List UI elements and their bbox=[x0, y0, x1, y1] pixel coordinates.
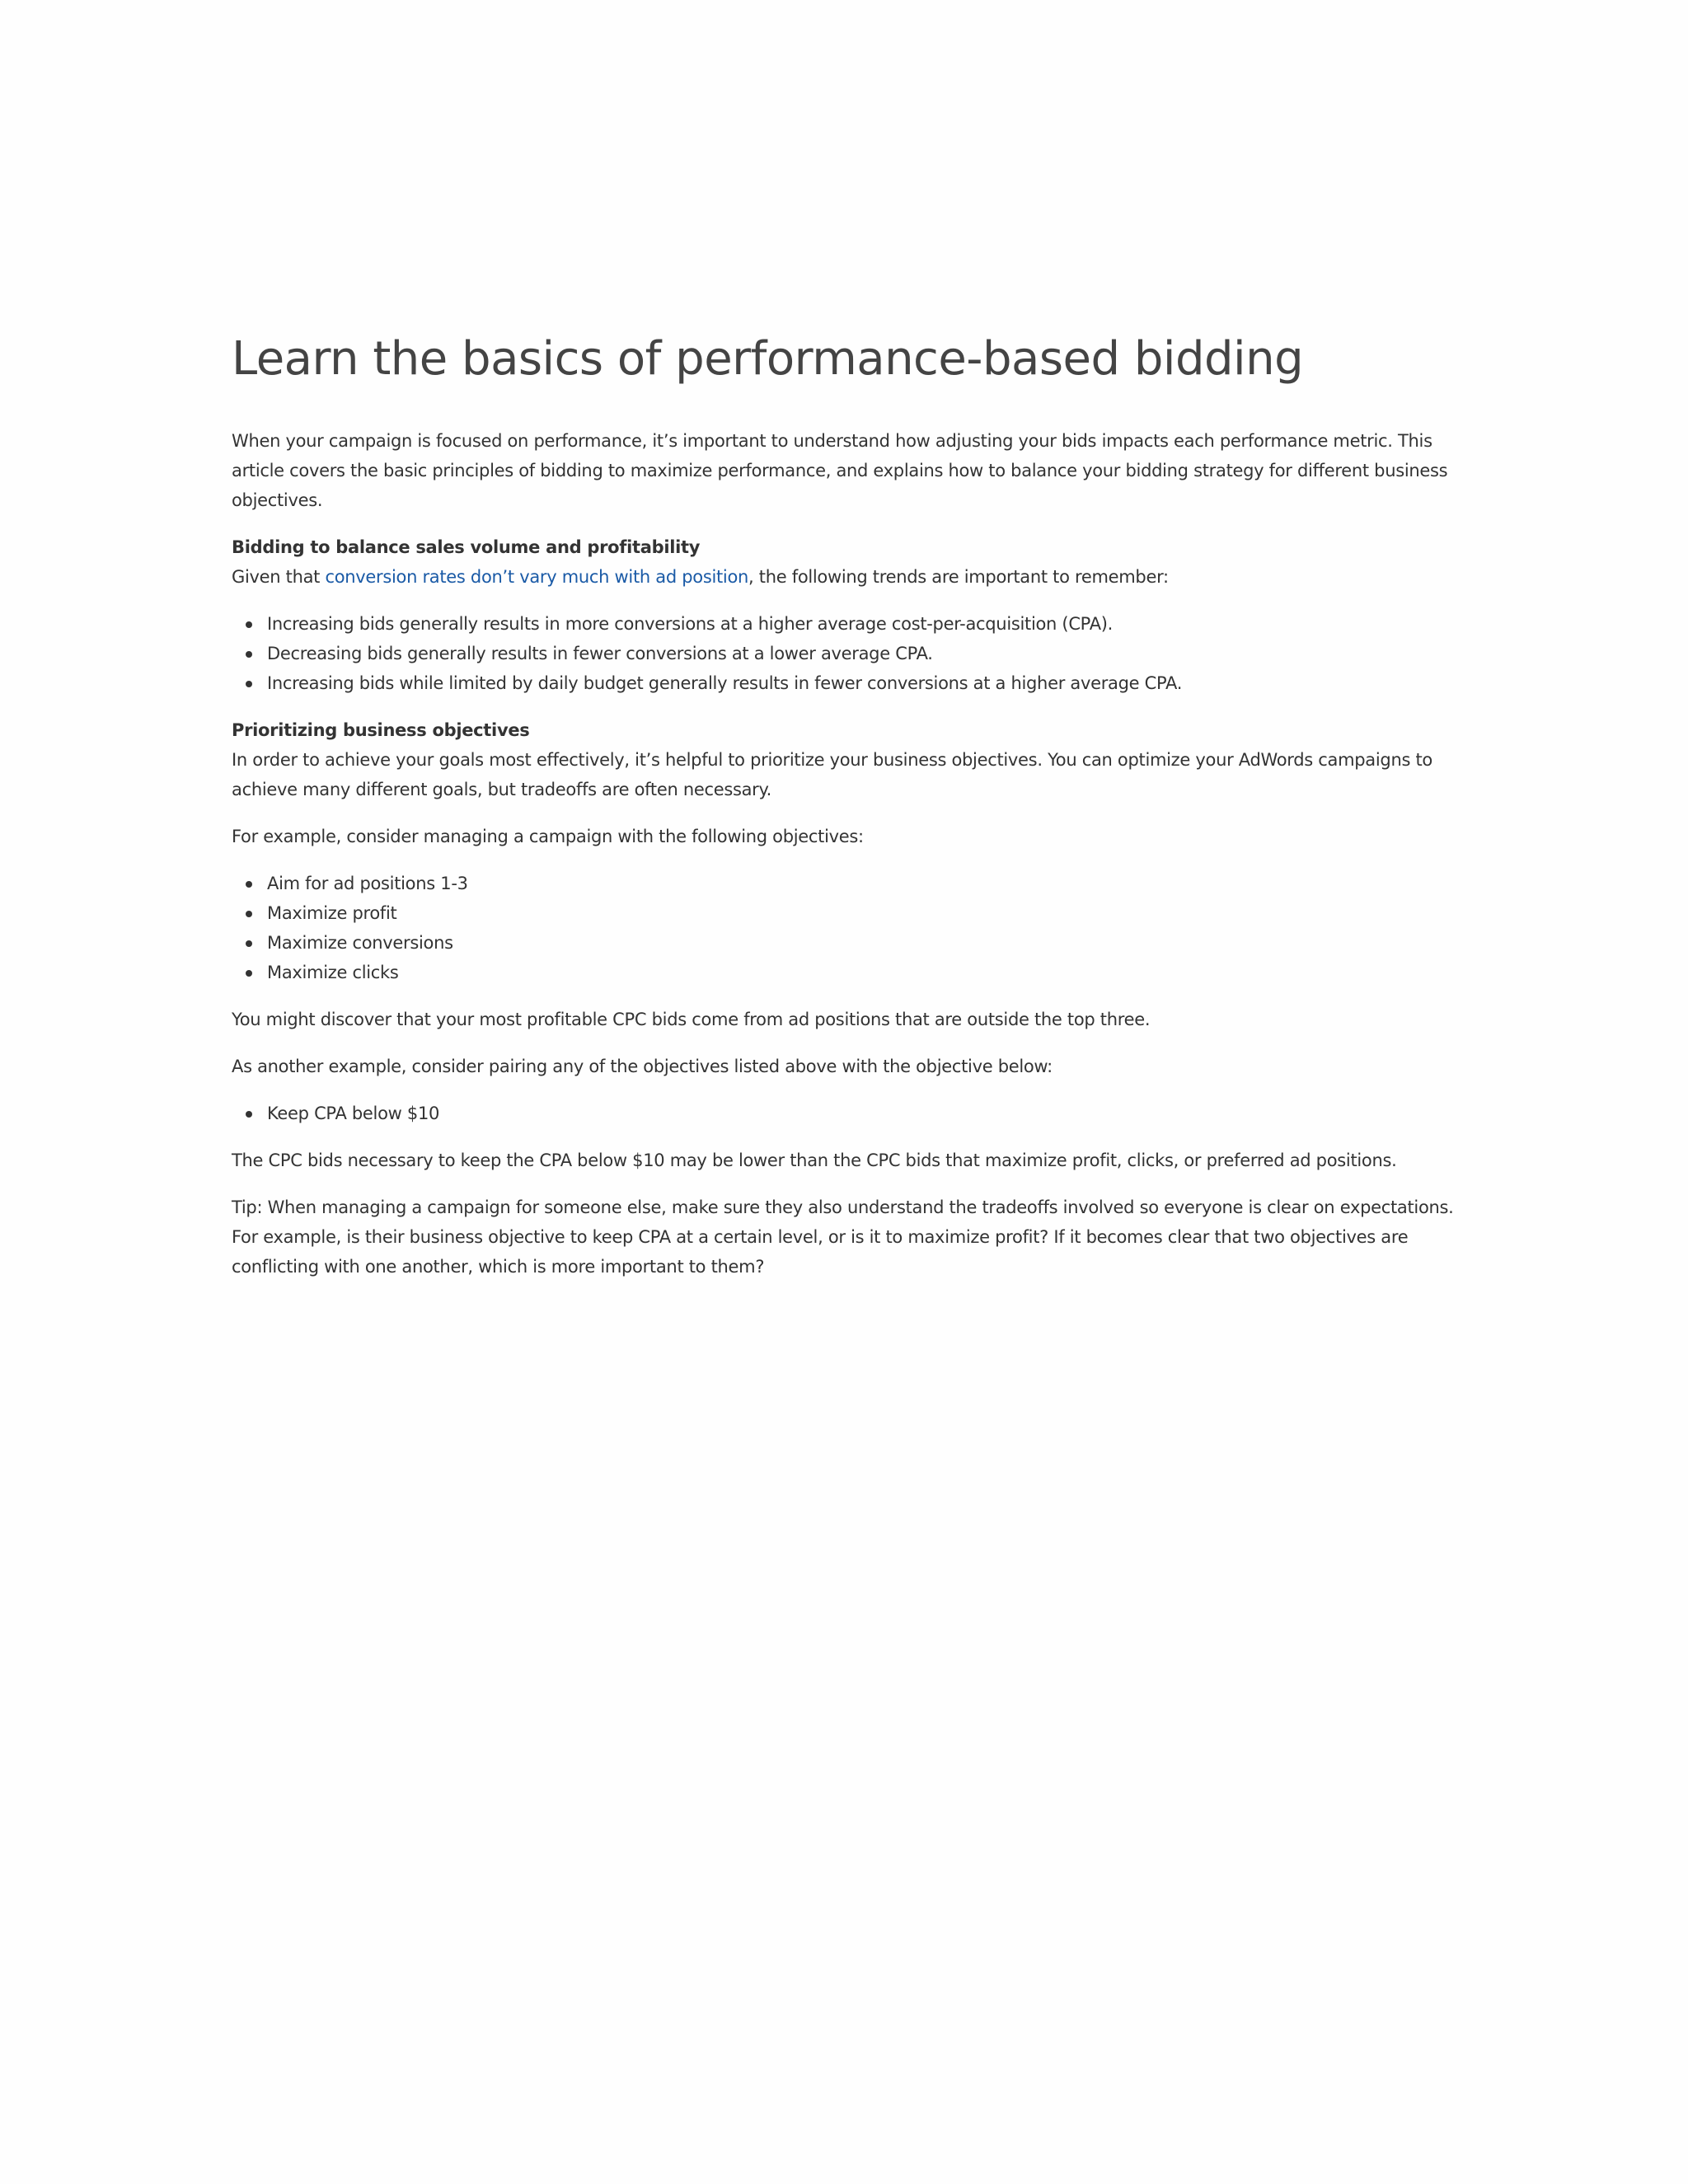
list-item: Increasing bids while limited by daily budget generally results in fewer conversions at a higher average CPA. bbox=[267, 668, 1468, 698]
example-paragraph: For example, consider managing a campaign with the following objectives: bbox=[232, 826, 864, 846]
section-heading-bidding-balance: Bidding to balance sales volume and profitability bbox=[232, 537, 701, 557]
tip-paragraph: Tip: When managing a campaign for someone else, make sure they also understand the tradeoffs involved so everyone is clear on expectations. For example, is their business objective to keep CPA at a certain level, or is it to maximize profit? If it becomes clear that two objectives are conflicting with one another, which is more important to them? bbox=[232, 1197, 1454, 1277]
intro-paragraph: When your campaign is focused on performance, it’s important to understand how adjusting your bids impacts each performance metric. This article covers the basic principles of bidding to maximize performance, and explains how to balance your bidding strategy for different business objectives. bbox=[232, 430, 1448, 510]
bullet-icon bbox=[246, 881, 252, 888]
bidding-trends-list bbox=[232, 609, 1468, 698]
conversion-rates-link[interactable]: conversion rates don’t vary much with ad position bbox=[325, 566, 749, 587]
lead-text-after: , the following trends are important to remember: bbox=[748, 566, 1169, 587]
prioritizing-paragraph: In order to achieve your goals most effectively, it’s helpful to prioritize your business objectives. You can optimize your AdWords campaigns to achieve many different goals, but tradeoffs are often necessary. bbox=[232, 749, 1432, 799]
bullet-icon bbox=[246, 621, 252, 628]
bullet-icon bbox=[246, 911, 252, 917]
article bbox=[232, 330, 1468, 1299]
bullet-icon bbox=[246, 940, 252, 947]
list-item: Increasing bids generally results in more conversions at a higher average cost-per-acquisition (CPA). bbox=[267, 609, 1468, 639]
list-item: Keep CPA below $10 bbox=[267, 1099, 1468, 1128]
another-example-paragraph: As another example, consider pairing any of the objectives listed above with the objective below: bbox=[232, 1056, 1053, 1076]
list-item: Maximize conversions bbox=[267, 928, 1468, 958]
section-lead-paragraph bbox=[232, 562, 1468, 592]
list-item: Aim for ad positions 1-3 bbox=[267, 869, 1468, 898]
discover-paragraph: You might discover that your most profitable CPC bids come from ad positions that are outside the top three. bbox=[232, 1009, 1151, 1029]
list-item: Decreasing bids generally results in fewer conversions at a lower average CPA. bbox=[267, 639, 1468, 668]
bullet-icon bbox=[246, 651, 252, 658]
bullet-icon bbox=[246, 1111, 252, 1118]
bullet-icon bbox=[246, 681, 252, 687]
bullet-icon bbox=[246, 970, 252, 977]
lead-text-before: Given that bbox=[232, 566, 326, 587]
objectives-list bbox=[232, 869, 1468, 987]
section-heading-prioritizing: Prioritizing business objectives bbox=[232, 719, 530, 740]
cpc-bids-paragraph: The CPC bids necessary to keep the CPA below $10 may be lower than the CPC bids that maximize profit, clicks, or preferred ad positions. bbox=[232, 1150, 1397, 1170]
list-item: Maximize clicks bbox=[267, 958, 1468, 987]
list-item: Maximize profit bbox=[267, 898, 1468, 928]
page-title: Learn the basics of performance-based bidding bbox=[232, 332, 1304, 386]
cpa-objective-list bbox=[232, 1099, 1468, 1128]
